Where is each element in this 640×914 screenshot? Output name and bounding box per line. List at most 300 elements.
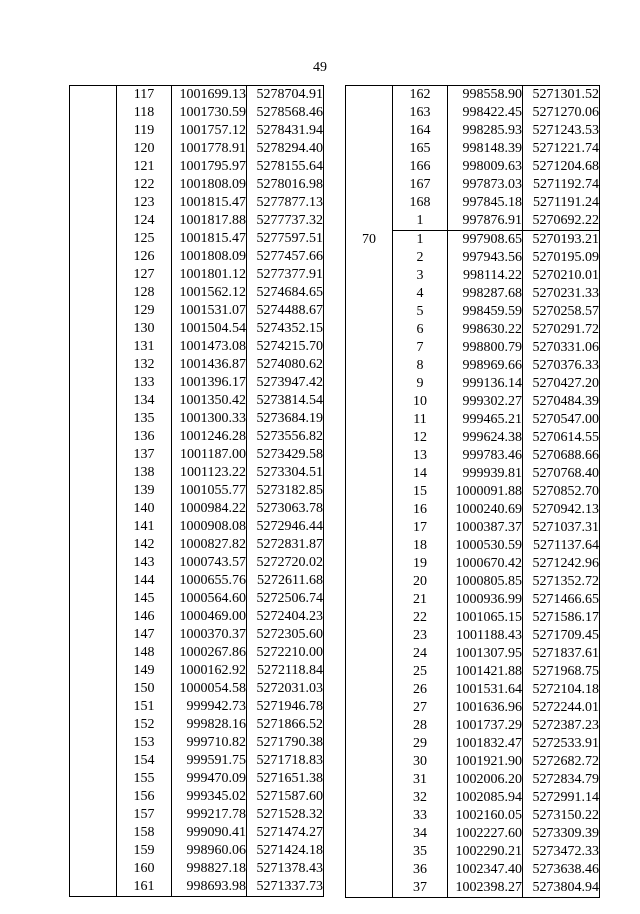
y-coordinate-cell: 5272118.84 <box>247 662 324 680</box>
x-coordinate-cell: 1001246.28 <box>172 428 247 446</box>
point-number-cell: 34 <box>393 825 448 843</box>
y-coordinate-cell: 5278568.46 <box>247 104 324 122</box>
plot-number-cell <box>346 158 393 176</box>
y-coordinate-cell: 5272305.60 <box>247 626 324 644</box>
y-coordinate-cell: 5277457.66 <box>247 248 324 266</box>
plot-number-cell <box>70 104 117 122</box>
plot-number-cell <box>346 122 393 140</box>
x-coordinate-cell: 1001801.12 <box>172 266 247 284</box>
point-number-cell: 160 <box>117 860 172 878</box>
table-row <box>70 626 324 644</box>
y-coordinate-cell: 5271424.18 <box>247 842 324 860</box>
y-coordinate-cell: 5271242.96 <box>523 555 600 573</box>
point-number-cell: 134 <box>117 392 172 410</box>
y-coordinate-cell: 5271191.24 <box>523 194 600 212</box>
plot-number-cell <box>346 537 393 555</box>
x-coordinate-cell: 1001531.64 <box>448 681 523 699</box>
point-number-cell: 135 <box>117 410 172 428</box>
point-number-cell: 22 <box>393 609 448 627</box>
point-number-cell: 158 <box>117 824 172 842</box>
table-row <box>70 86 324 105</box>
y-coordinate-cell: 5272031.03 <box>247 680 324 698</box>
table-row <box>70 572 324 590</box>
x-coordinate-cell: 1000054.58 <box>172 680 247 698</box>
table-row <box>70 716 324 734</box>
plot-number-cell <box>70 824 117 842</box>
plot-number-cell <box>346 645 393 663</box>
x-coordinate-cell: 999942.73 <box>172 698 247 716</box>
point-number-cell: 2 <box>393 249 448 267</box>
y-coordinate-cell: 5272533.91 <box>523 735 600 753</box>
y-coordinate-cell: 5277877.13 <box>247 194 324 212</box>
y-coordinate-cell: 5274080.62 <box>247 356 324 374</box>
table-row <box>70 536 324 554</box>
plot-number-cell <box>346 303 393 321</box>
point-number-cell: 10 <box>393 393 448 411</box>
table-row <box>70 158 324 176</box>
point-number-cell: 12 <box>393 429 448 447</box>
x-coordinate-cell: 1001832.47 <box>448 735 523 753</box>
point-number-cell: 136 <box>117 428 172 446</box>
point-number-cell: 159 <box>117 842 172 860</box>
table-row <box>346 122 600 140</box>
x-coordinate-cell: 999783.46 <box>448 447 523 465</box>
page-number: 49 <box>313 60 327 75</box>
table-row <box>70 122 324 140</box>
y-coordinate-cell: 5274352.15 <box>247 320 324 338</box>
x-coordinate-cell: 999828.16 <box>172 716 247 734</box>
table-row <box>70 608 324 626</box>
right-coordinate-table <box>345 85 600 898</box>
x-coordinate-cell: 1001473.08 <box>172 338 247 356</box>
point-number-cell: 161 <box>117 878 172 897</box>
table-row <box>70 266 324 284</box>
plot-number-cell <box>346 519 393 537</box>
point-number-cell: 156 <box>117 788 172 806</box>
plot-number-cell <box>346 375 393 393</box>
x-coordinate-cell: 998114.22 <box>448 267 523 285</box>
point-number-cell: 11 <box>393 411 448 429</box>
table-row <box>70 320 324 338</box>
plot-number-cell <box>70 230 117 248</box>
table-row <box>346 393 600 411</box>
plot-number-cell <box>70 320 117 338</box>
table-row <box>70 518 324 536</box>
plot-number-cell <box>70 626 117 644</box>
point-number-cell: 13 <box>393 447 448 465</box>
plot-number-cell <box>346 86 393 105</box>
x-coordinate-cell: 1001396.17 <box>172 374 247 392</box>
point-number-cell: 166 <box>393 158 448 176</box>
point-number-cell: 7 <box>393 339 448 357</box>
table-row <box>70 302 324 320</box>
plot-number-cell <box>70 284 117 302</box>
x-coordinate-cell: 1001421.88 <box>448 663 523 681</box>
point-number-cell: 145 <box>117 590 172 608</box>
plot-number-cell <box>346 321 393 339</box>
x-coordinate-cell: 1001778.91 <box>172 140 247 158</box>
point-number-cell: 19 <box>393 555 448 573</box>
x-coordinate-cell: 998422.45 <box>448 104 523 122</box>
y-coordinate-cell: 5274684.65 <box>247 284 324 302</box>
point-number-cell: 141 <box>117 518 172 536</box>
y-coordinate-cell: 5271204.68 <box>523 158 600 176</box>
table-row <box>70 698 324 716</box>
plot-number-cell <box>70 158 117 176</box>
point-number-cell: 37 <box>393 879 448 898</box>
plot-number-cell <box>70 428 117 446</box>
table-row <box>346 771 600 789</box>
point-number-cell: 157 <box>117 806 172 824</box>
y-coordinate-cell: 5271709.45 <box>523 627 600 645</box>
y-coordinate-cell: 5270688.66 <box>523 447 600 465</box>
y-coordinate-cell: 5271243.53 <box>523 122 600 140</box>
plot-number-cell <box>70 716 117 734</box>
plot-number-cell <box>346 285 393 303</box>
x-coordinate-cell: 1000805.85 <box>448 573 523 591</box>
plot-number-cell <box>70 536 117 554</box>
point-number-cell: 155 <box>117 770 172 788</box>
y-coordinate-cell: 5273804.94 <box>523 879 600 898</box>
plot-number-cell <box>70 356 117 374</box>
table-row <box>346 663 600 681</box>
table-row <box>70 842 324 860</box>
table-row <box>346 879 600 898</box>
y-coordinate-cell: 5273182.85 <box>247 482 324 500</box>
plot-number-cell <box>70 374 117 392</box>
x-coordinate-cell: 998693.98 <box>172 878 247 897</box>
x-coordinate-cell: 1002085.94 <box>448 789 523 807</box>
y-coordinate-cell: 5271586.17 <box>523 609 600 627</box>
plot-number-cell <box>346 194 393 212</box>
y-coordinate-cell: 5271866.52 <box>247 716 324 734</box>
plot-number-cell <box>346 753 393 771</box>
x-coordinate-cell: 1002227.60 <box>448 825 523 843</box>
point-number-cell: 120 <box>117 140 172 158</box>
x-coordinate-cell: 1001123.22 <box>172 464 247 482</box>
x-coordinate-cell: 1002398.27 <box>448 879 523 898</box>
x-coordinate-cell: 1001636.96 <box>448 699 523 717</box>
y-coordinate-cell: 5273309.39 <box>523 825 600 843</box>
y-coordinate-cell: 5273150.22 <box>523 807 600 825</box>
x-coordinate-cell: 1002160.05 <box>448 807 523 825</box>
plot-number-cell <box>346 411 393 429</box>
x-coordinate-cell: 999136.14 <box>448 375 523 393</box>
y-coordinate-cell: 5271651.38 <box>247 770 324 788</box>
point-number-cell: 143 <box>117 554 172 572</box>
table-row <box>70 374 324 392</box>
x-coordinate-cell: 1001808.09 <box>172 176 247 194</box>
x-coordinate-cell: 1001699.13 <box>172 86 247 105</box>
y-coordinate-cell: 5271337.73 <box>247 878 324 897</box>
x-coordinate-cell: 1000267.86 <box>172 644 247 662</box>
x-coordinate-cell: 1001188.43 <box>448 627 523 645</box>
plot-number-cell <box>70 842 117 860</box>
y-coordinate-cell: 5272831.87 <box>247 536 324 554</box>
x-coordinate-cell: 998148.39 <box>448 140 523 158</box>
y-coordinate-cell: 5278431.94 <box>247 122 324 140</box>
y-coordinate-cell: 5270484.39 <box>523 393 600 411</box>
table-row <box>346 231 600 250</box>
table-row <box>70 212 324 230</box>
point-number-cell: 147 <box>117 626 172 644</box>
x-coordinate-cell: 1000240.69 <box>448 501 523 519</box>
plot-number-cell <box>346 771 393 789</box>
x-coordinate-cell: 998009.63 <box>448 158 523 176</box>
point-number-cell: 127 <box>117 266 172 284</box>
y-coordinate-cell: 5272244.01 <box>523 699 600 717</box>
plot-number-cell <box>70 338 117 356</box>
table-row <box>346 681 600 699</box>
y-coordinate-cell: 5272404.23 <box>247 608 324 626</box>
y-coordinate-cell: 5271946.78 <box>247 698 324 716</box>
plot-number-cell <box>70 734 117 752</box>
y-coordinate-cell: 5270195.09 <box>523 249 600 267</box>
y-coordinate-cell: 5278016.98 <box>247 176 324 194</box>
y-coordinate-cell: 5270852.70 <box>523 483 600 501</box>
x-coordinate-cell: 999217.78 <box>172 806 247 824</box>
table-row <box>346 519 600 537</box>
table-row <box>70 680 324 698</box>
y-coordinate-cell: 5272720.02 <box>247 554 324 572</box>
plot-number-cell <box>70 572 117 590</box>
table-row <box>70 464 324 482</box>
point-number-cell: 138 <box>117 464 172 482</box>
y-coordinate-cell: 5273063.78 <box>247 500 324 518</box>
y-coordinate-cell: 5272834.79 <box>523 771 600 789</box>
point-number-cell: 140 <box>117 500 172 518</box>
point-number-cell: 117 <box>117 86 172 105</box>
table-row <box>346 501 600 519</box>
point-number-cell: 27 <box>393 699 448 717</box>
point-number-cell: 32 <box>393 789 448 807</box>
plot-number-cell <box>346 140 393 158</box>
y-coordinate-cell: 5274215.70 <box>247 338 324 356</box>
point-number-cell: 126 <box>117 248 172 266</box>
point-number-cell: 4 <box>393 285 448 303</box>
y-coordinate-cell: 5271037.31 <box>523 519 600 537</box>
table-row <box>346 609 600 627</box>
x-coordinate-cell: 1001815.47 <box>172 230 247 248</box>
x-coordinate-cell: 999591.75 <box>172 752 247 770</box>
y-coordinate-cell: 5271718.83 <box>247 752 324 770</box>
y-coordinate-cell: 5278155.64 <box>247 158 324 176</box>
table-row <box>70 338 324 356</box>
y-coordinate-cell: 5278704.91 <box>247 86 324 105</box>
plot-number-cell <box>70 608 117 626</box>
table-row <box>70 554 324 572</box>
y-coordinate-cell: 5272946.44 <box>247 518 324 536</box>
table-row <box>346 825 600 843</box>
plot-number-cell <box>70 176 117 194</box>
y-coordinate-cell: 5270942.13 <box>523 501 600 519</box>
point-number-cell: 150 <box>117 680 172 698</box>
plot-number-cell <box>70 266 117 284</box>
point-number-cell: 167 <box>393 176 448 194</box>
table-row <box>70 176 324 194</box>
table-row <box>70 284 324 302</box>
plot-number-cell <box>70 806 117 824</box>
table-row <box>346 176 600 194</box>
plot-number-cell <box>70 140 117 158</box>
point-number-cell: 1 <box>393 212 448 231</box>
plot-number-cell <box>70 302 117 320</box>
plot-number-cell <box>70 788 117 806</box>
plot-number-cell <box>346 555 393 573</box>
x-coordinate-cell: 1000743.57 <box>172 554 247 572</box>
plot-number-cell <box>70 122 117 140</box>
y-coordinate-cell: 5271192.74 <box>523 176 600 194</box>
table-row <box>346 645 600 663</box>
plot-number-cell <box>346 663 393 681</box>
plot-number-cell <box>346 861 393 879</box>
plot-number-cell <box>346 176 393 194</box>
point-number-cell: 3 <box>393 267 448 285</box>
table-row <box>346 735 600 753</box>
y-coordinate-cell: 5271301.52 <box>523 86 600 105</box>
plot-number-cell <box>346 609 393 627</box>
y-coordinate-cell: 5270258.57 <box>523 303 600 321</box>
point-number-cell: 153 <box>117 734 172 752</box>
x-coordinate-cell: 1000908.08 <box>172 518 247 536</box>
table-row <box>346 537 600 555</box>
table-row <box>346 303 600 321</box>
table-row <box>346 321 600 339</box>
x-coordinate-cell: 1001795.97 <box>172 158 247 176</box>
x-coordinate-cell: 1001808.09 <box>172 248 247 266</box>
point-number-cell: 131 <box>117 338 172 356</box>
plot-number-cell <box>70 590 117 608</box>
point-number-cell: 164 <box>393 122 448 140</box>
y-coordinate-cell: 5277737.32 <box>247 212 324 230</box>
plot-number-cell: 70 <box>346 231 393 250</box>
plot-number-cell <box>346 104 393 122</box>
table-row <box>346 483 600 501</box>
x-coordinate-cell: 1001436.87 <box>172 356 247 374</box>
table-row <box>70 590 324 608</box>
x-coordinate-cell: 1000827.82 <box>172 536 247 554</box>
y-coordinate-cell: 5272387.23 <box>523 717 600 735</box>
table-row <box>346 249 600 267</box>
table-row <box>70 752 324 770</box>
plot-number-cell <box>346 339 393 357</box>
plot-number-cell <box>70 446 117 464</box>
plot-number-cell <box>346 393 393 411</box>
table-row <box>346 573 600 591</box>
x-coordinate-cell: 998969.66 <box>448 357 523 375</box>
y-coordinate-cell: 5271352.72 <box>523 573 600 591</box>
table-row <box>346 339 600 357</box>
point-number-cell: 17 <box>393 519 448 537</box>
plot-number-cell <box>346 627 393 645</box>
table-row <box>346 699 600 717</box>
y-coordinate-cell: 5271837.61 <box>523 645 600 663</box>
x-coordinate-cell: 1002006.20 <box>448 771 523 789</box>
x-coordinate-cell: 997943.56 <box>448 249 523 267</box>
x-coordinate-cell: 1001300.33 <box>172 410 247 428</box>
y-coordinate-cell: 5272104.18 <box>523 681 600 699</box>
x-coordinate-cell: 999090.41 <box>172 824 247 842</box>
point-number-cell: 144 <box>117 572 172 590</box>
y-coordinate-cell: 5271474.27 <box>247 824 324 842</box>
table-row <box>346 411 600 429</box>
point-number-cell: 162 <box>393 86 448 105</box>
point-number-cell: 152 <box>117 716 172 734</box>
point-number-cell: 1 <box>393 231 448 250</box>
table-row <box>70 878 324 897</box>
point-number-cell: 25 <box>393 663 448 681</box>
plot-number-cell <box>70 554 117 572</box>
x-coordinate-cell: 1001350.42 <box>172 392 247 410</box>
y-coordinate-cell: 5273472.33 <box>523 843 600 861</box>
y-coordinate-cell: 5272210.00 <box>247 644 324 662</box>
table-row <box>346 717 600 735</box>
point-number-cell: 9 <box>393 375 448 393</box>
y-coordinate-cell: 5278294.40 <box>247 140 324 158</box>
plot-number-cell <box>346 267 393 285</box>
y-coordinate-cell: 5271587.60 <box>247 788 324 806</box>
plot-number-cell <box>70 752 117 770</box>
plot-number-cell <box>70 86 117 105</box>
x-coordinate-cell: 997873.03 <box>448 176 523 194</box>
table-row <box>346 753 600 771</box>
point-number-cell: 35 <box>393 843 448 861</box>
table-row <box>346 140 600 158</box>
point-number-cell: 20 <box>393 573 448 591</box>
x-coordinate-cell: 997845.18 <box>448 194 523 212</box>
y-coordinate-cell: 5270547.00 <box>523 411 600 429</box>
point-number-cell: 36 <box>393 861 448 879</box>
point-number-cell: 129 <box>117 302 172 320</box>
x-coordinate-cell: 1000655.76 <box>172 572 247 590</box>
table-row <box>70 104 324 122</box>
table-row <box>346 861 600 879</box>
y-coordinate-cell: 5272991.14 <box>523 789 600 807</box>
x-coordinate-cell: 1001757.12 <box>172 122 247 140</box>
x-coordinate-cell: 1001187.00 <box>172 446 247 464</box>
point-number-cell: 28 <box>393 717 448 735</box>
x-coordinate-cell: 998960.06 <box>172 842 247 860</box>
point-number-cell: 5 <box>393 303 448 321</box>
table-row <box>70 446 324 464</box>
plot-number-cell <box>346 789 393 807</box>
table-row <box>70 770 324 788</box>
y-coordinate-cell: 5271270.06 <box>523 104 600 122</box>
point-number-cell: 154 <box>117 752 172 770</box>
point-number-cell: 149 <box>117 662 172 680</box>
table-row <box>346 285 600 303</box>
point-number-cell: 14 <box>393 465 448 483</box>
table-row <box>346 789 600 807</box>
plot-number-cell <box>70 392 117 410</box>
point-number-cell: 125 <box>117 230 172 248</box>
table-row <box>70 644 324 662</box>
table-row <box>346 429 600 447</box>
x-coordinate-cell: 1001055.77 <box>172 482 247 500</box>
y-coordinate-cell: 5271137.64 <box>523 537 600 555</box>
x-coordinate-cell: 999624.38 <box>448 429 523 447</box>
plot-number-cell <box>346 591 393 609</box>
x-coordinate-cell: 1000469.00 <box>172 608 247 626</box>
x-coordinate-cell: 1000564.60 <box>172 590 247 608</box>
x-coordinate-cell: 1001307.95 <box>448 645 523 663</box>
x-coordinate-cell: 1000984.22 <box>172 500 247 518</box>
plot-number-cell <box>346 825 393 843</box>
plot-number-cell <box>346 249 393 267</box>
table-row <box>70 194 324 212</box>
plot-number-cell <box>346 212 393 231</box>
x-coordinate-cell: 1000670.42 <box>448 555 523 573</box>
